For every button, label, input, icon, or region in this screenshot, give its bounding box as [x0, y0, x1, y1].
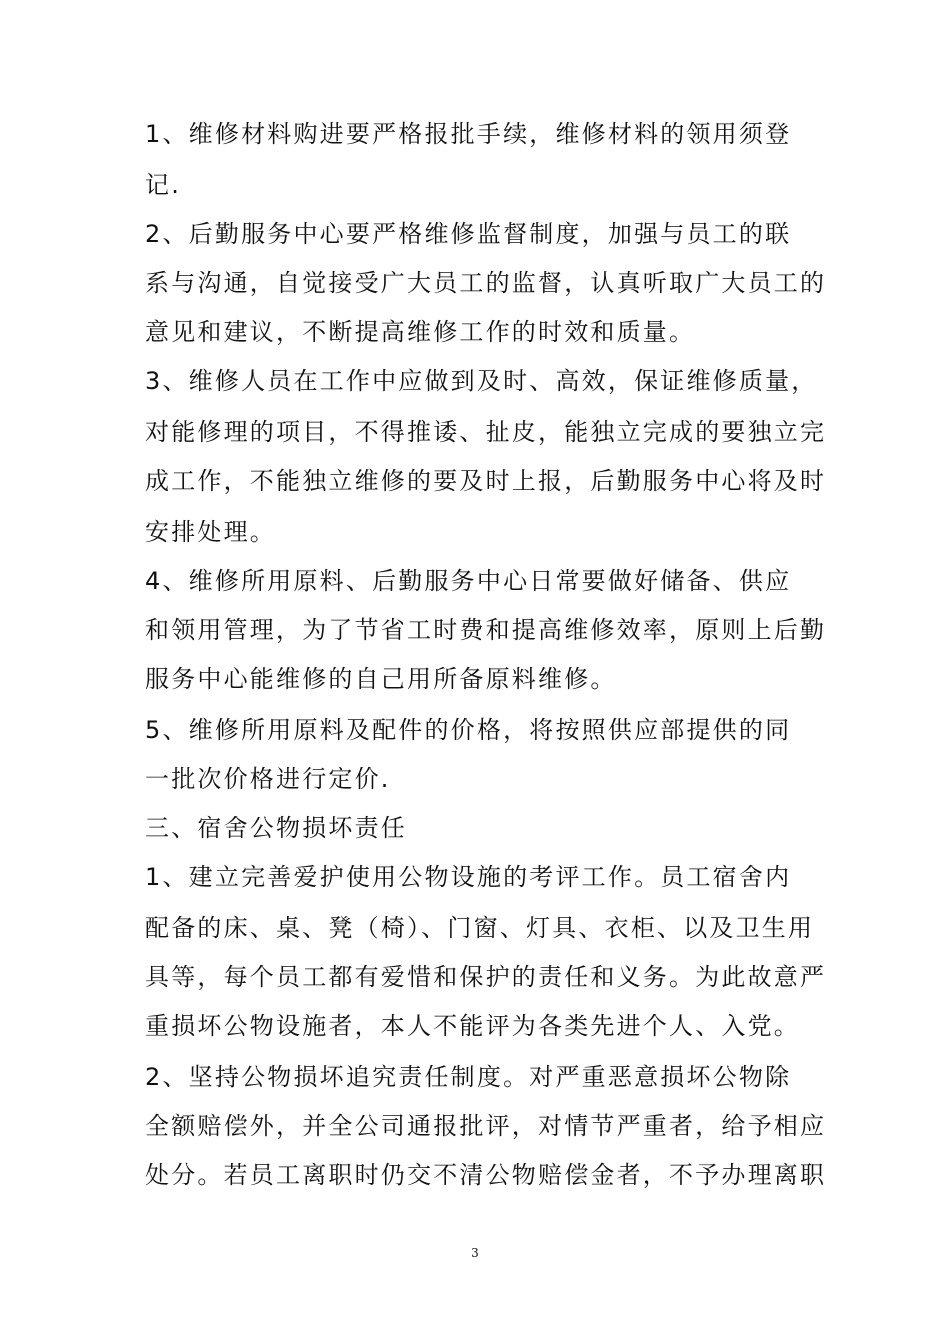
text-line: 具等，每个员工都有爱惜和保护的责任和义务。为此故意严: [145, 963, 827, 991]
text-line: 5、维修所用原料及配件的价格，将按照供应部提供的同: [145, 716, 792, 744]
text-line: 服务中心能维修的自己用所备原料维修。: [145, 665, 617, 693]
text-line: 配备的床、桌、凳（椅）、门窗、灯具、衣柜、以及卫生用: [145, 914, 815, 942]
text-line: 安排处理。: [145, 518, 276, 546]
text-line: 和领用管理，为了节省工时费和提高维修效率，原则上后勤: [145, 616, 827, 644]
page-number: 3: [471, 1246, 479, 1260]
text-line: 重损坏公物设施者，本人不能评为各类先进个人、入党。: [145, 1012, 800, 1040]
text-line: 意见和建议，不断提高维修工作的时效和质量。: [145, 318, 696, 346]
text-line: 4、维修所用原料、后勤服务中心日常要做好储备、供应: [145, 567, 792, 595]
section-heading: 三、宿舍公物损坏责任: [145, 814, 407, 842]
text-line: 全额赔偿外，并全公司通报批评，对情节严重者，给予相应: [145, 1112, 827, 1140]
text-line: 成工作，不能独立维修的要及时上报，后勤服务中心将及时: [145, 467, 827, 495]
text-line: 1、维修材料购进要严格报批手续，维修材料的领用须登: [145, 120, 792, 148]
text-line: 系与沟通，自觉接受广大员工的监督，认真听取广大员工的: [145, 269, 827, 297]
text-line: 一批次价格进行定价.: [145, 765, 391, 793]
text-line: 处分。若员工离职时仍交不清公物赔偿金者，不予办理离职: [145, 1161, 827, 1189]
text-line: 2、后勤服务中心要严格维修监督制度，加强与员工的联: [145, 220, 792, 248]
text-line: 3、维修人员在工作中应做到及时、高效，保证维修质量，: [145, 367, 818, 395]
text-line: 记.: [145, 171, 182, 199]
text-line: 2、坚持公物损坏追究责任制度。对严重恶意损坏公物除: [145, 1063, 792, 1091]
text-line: 1、建立完善爱护使用公物设施的考评工作。员工宿舍内: [145, 863, 792, 891]
text-line: 对能修理的项目，不得推诿、扯皮，能独立完成的要独立完: [145, 418, 827, 446]
